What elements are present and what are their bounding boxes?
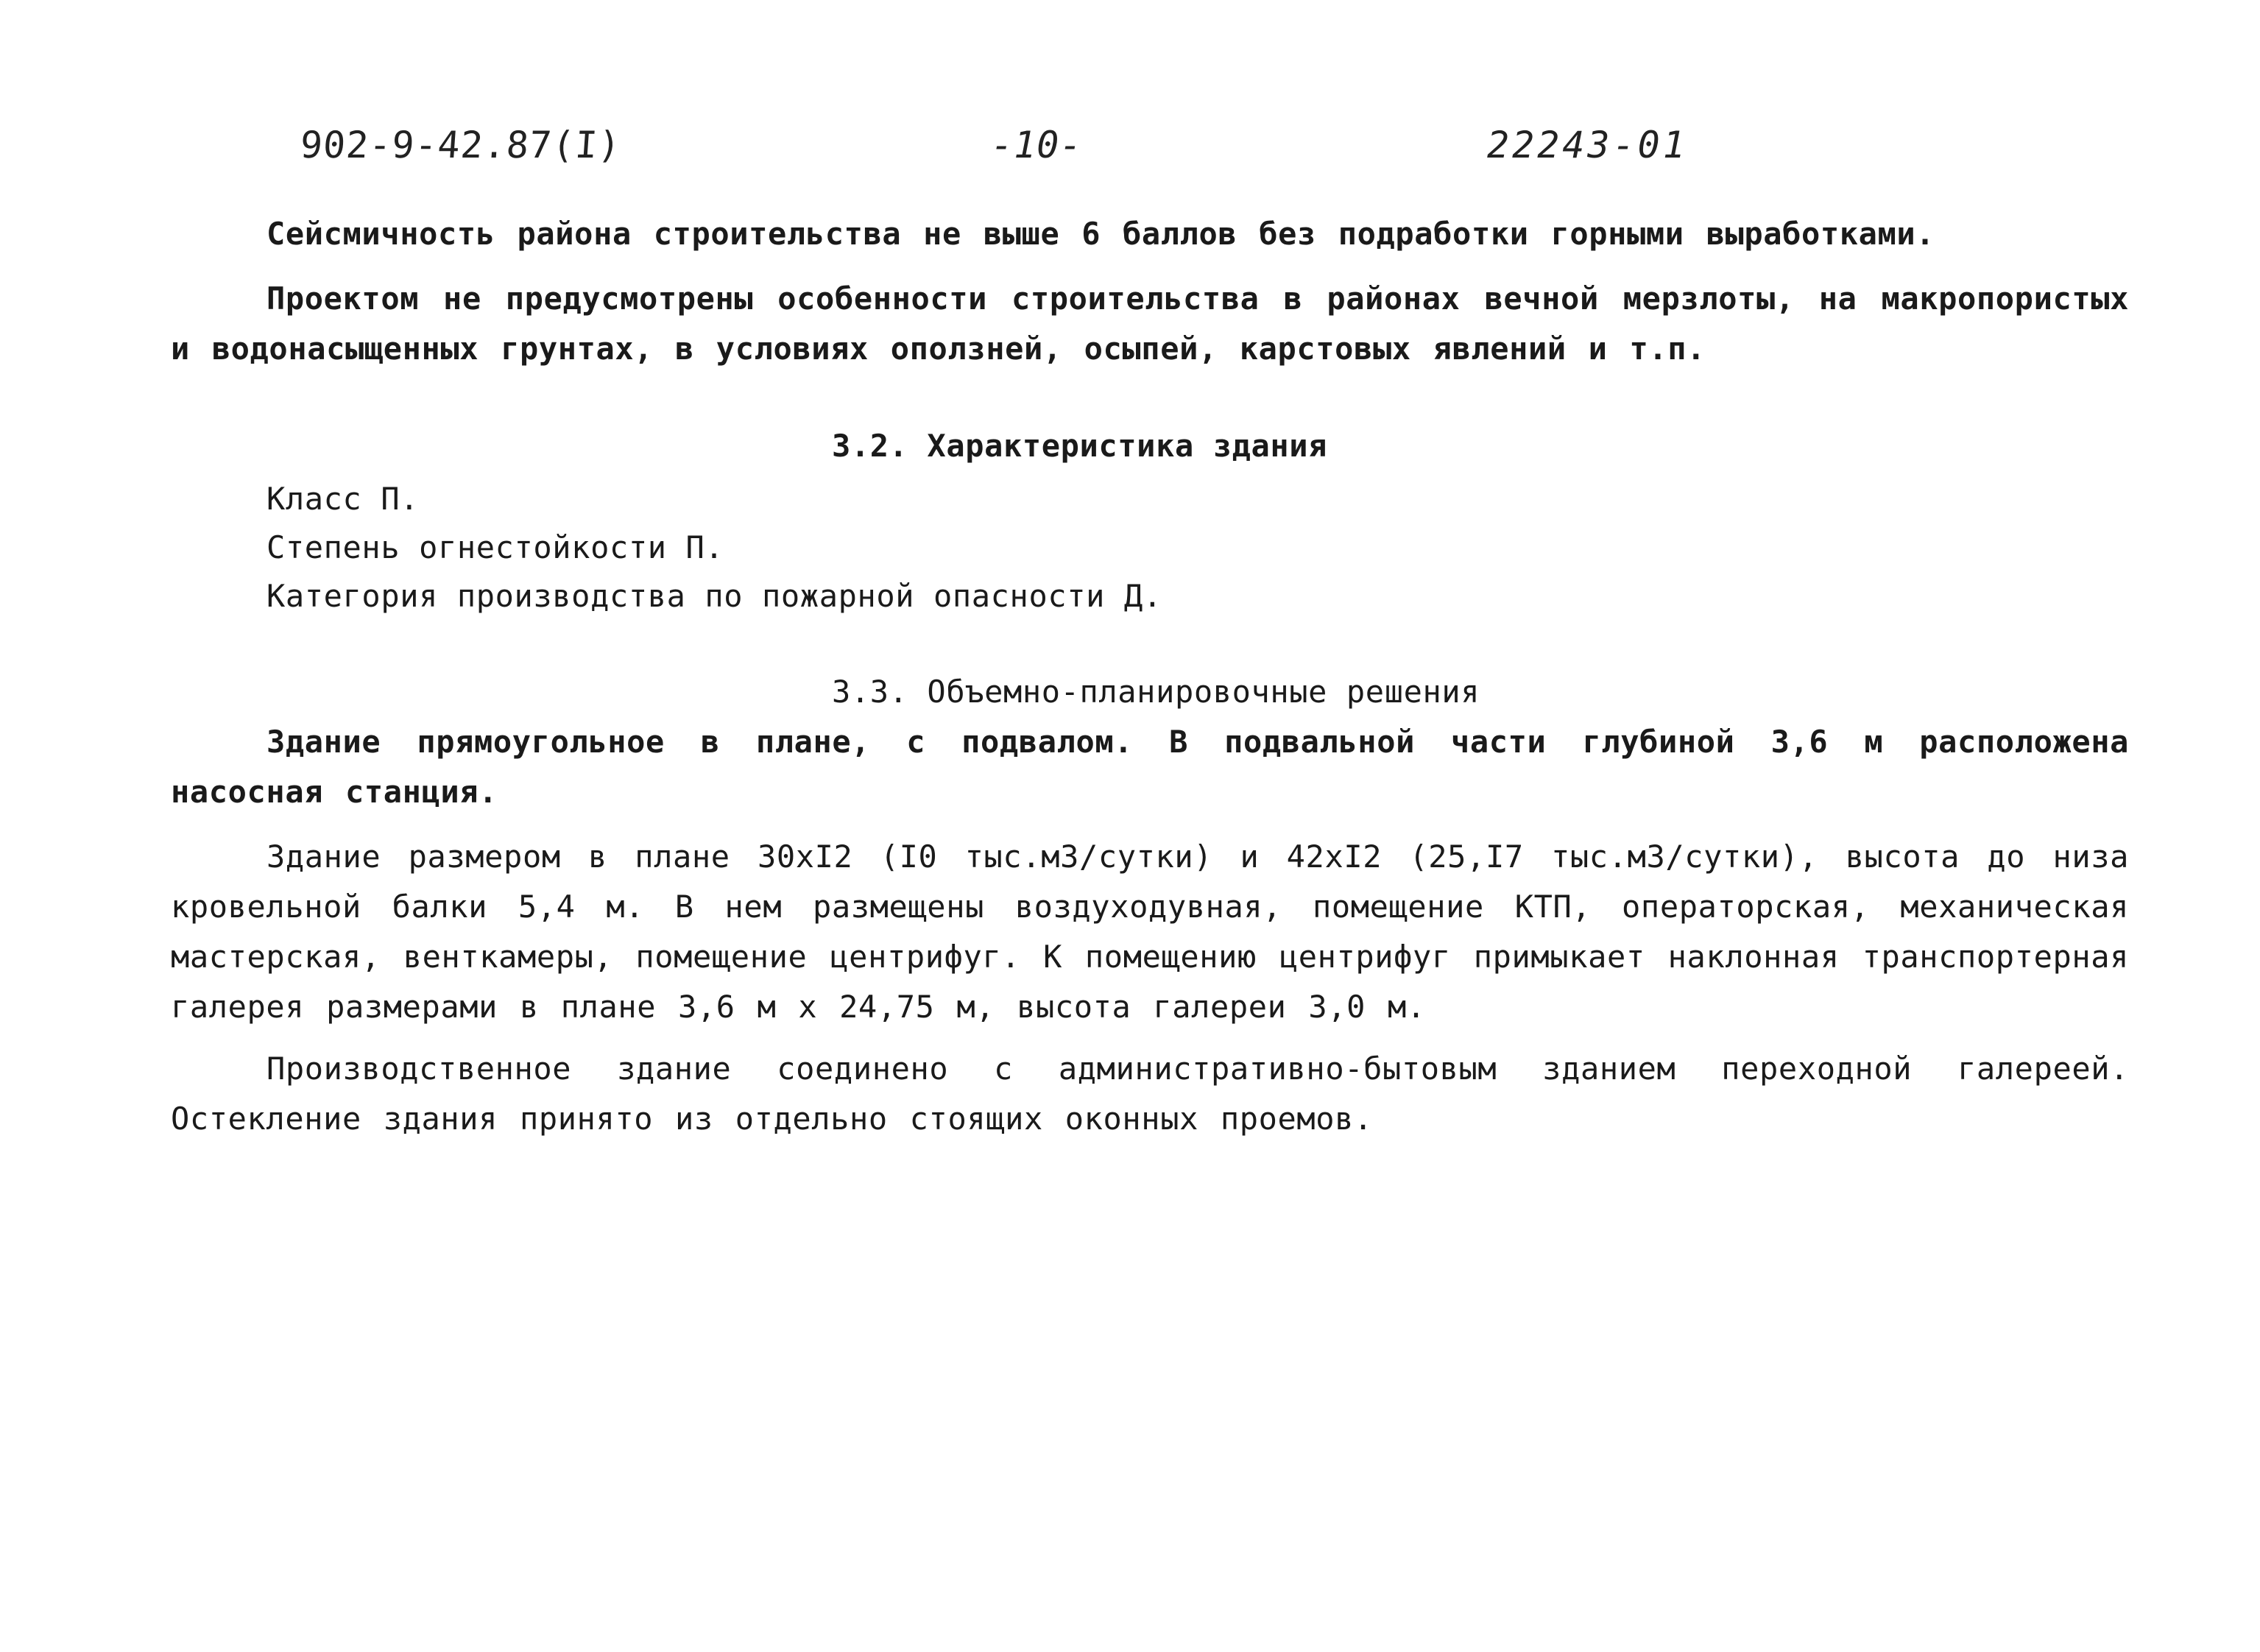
- paragraph-ground-conditions: Проектом не предусмотрены особенности строительства в районах вечной мерзлоты, на макропористых и водонасыщенных грунтах, в условиях оползней, осыпей, карстовых явлений и т.п.: [171, 280, 2129, 367]
- paragraph-seismicity: Сейсмичность района строительства не выше 6 баллов без подработки горными выработками.: [266, 216, 1935, 252]
- fire-hazard-category: Категория производства по пожарной опасности Д.: [266, 578, 1162, 614]
- building-class: Класс П.: [266, 481, 420, 517]
- section-heading-3-2: 3.2. Характеристика здания: [832, 428, 1328, 464]
- paragraph-gallery: Производственное здание соединено с административно-бытовым зданием переходной галереей. Остекление здания принято из отдельно стоящих оконных проемов.: [171, 1051, 2129, 1137]
- sheet-code: 22243-01: [1487, 124, 1688, 166]
- section-heading-3-3: 3.3. Объемно-планировочные решения: [832, 674, 1480, 710]
- paragraph-basement: Здание прямоугольное в плане, с подвалом. В подвальной части глубиной 3,6 м расположена насосная станция.: [171, 724, 2129, 810]
- paragraph-dimensions: Здание размером в плане 30хI2 (I0 тыс.м3/сутки) и 42хI2 (25,I7 тыс.м3/сутки), высота до низа кровельной балки 5,4 м. В нем размещены воздуходувная, помещение КТП, операторская, механическая мастерская, венткамеры, помещение центрифуг. К помещению центрифуг примыкает наклонная транспортерная галерея размерами в плане 3,6 м х 24,75 м, высота галереи 3,0 м.: [171, 839, 2129, 1025]
- document-code: 902-9-42.87(I): [298, 124, 623, 166]
- page-number: -10-: [991, 124, 1083, 166]
- fire-resistance: Степень огнестойкости П.: [266, 529, 724, 565]
